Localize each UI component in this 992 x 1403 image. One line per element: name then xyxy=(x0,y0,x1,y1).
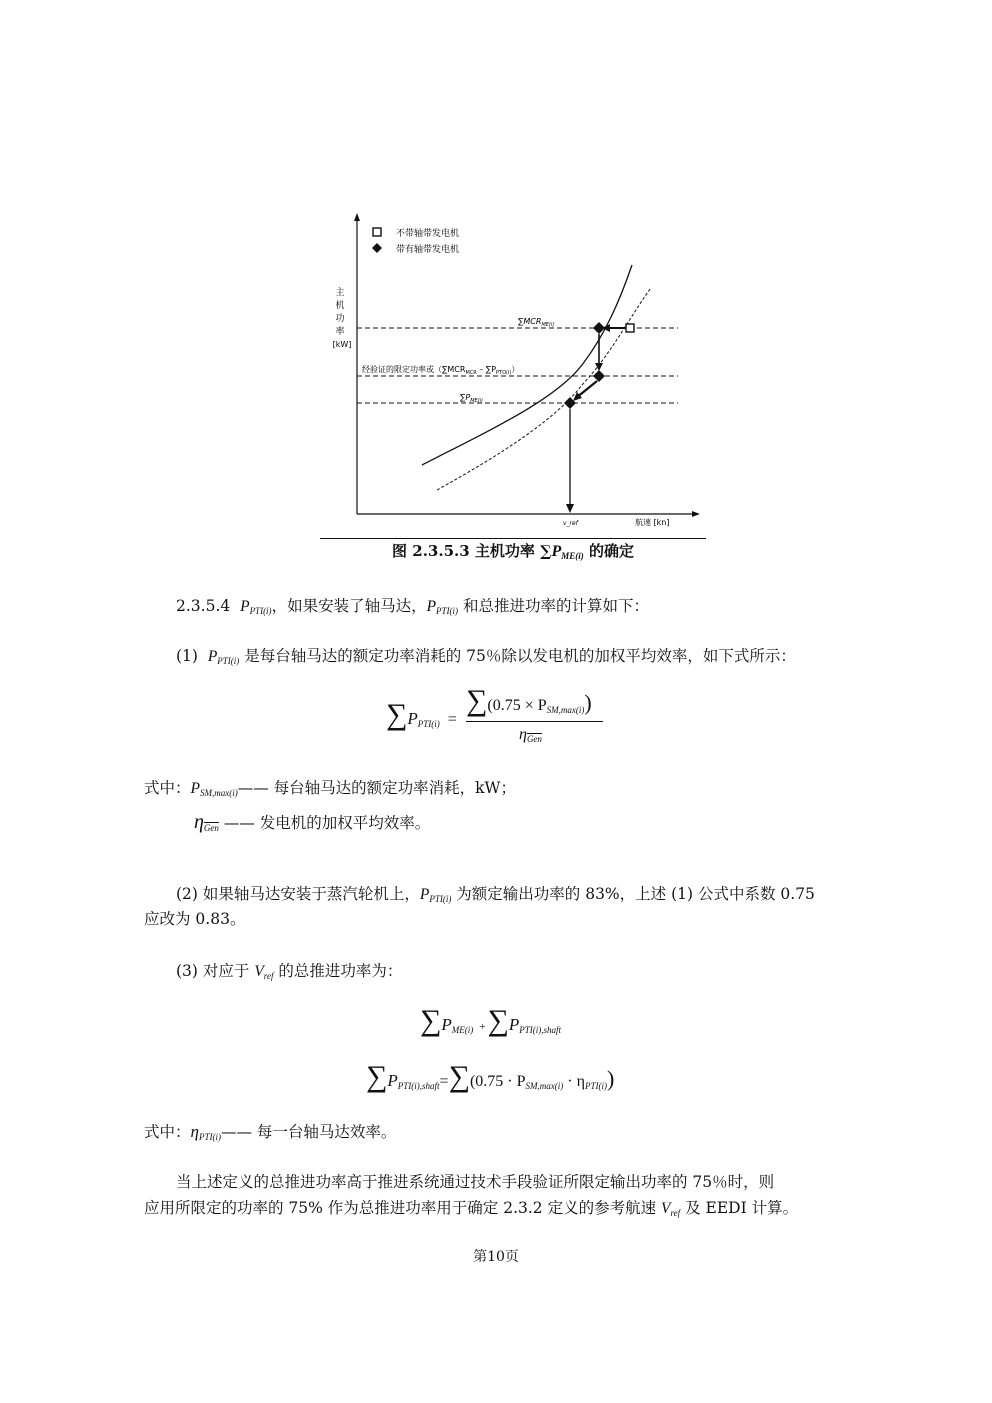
pme-label: $\sum P_{ME(i)}$ xyxy=(460,393,483,404)
formula-1-denominator: $\eta_{\overline{Gen}}$ xyxy=(519,726,542,744)
formula-1-fraction-bar xyxy=(466,721,603,722)
formula-1-lhs: $\sum P_{PTI(i)}$ = xyxy=(386,698,457,731)
x-tick-vref: v_ref xyxy=(563,520,578,527)
paragraph-2354: 2.3.5.4 $P_{PTI(i)}$，如果安装了轴马达，$P_{PTI(i)}$ 和总推进功率的计算如下： xyxy=(176,597,649,616)
legend-diamond-icon xyxy=(372,243,382,253)
definition-eta-gen: $\eta_{\overline{Gen}}$ —— 发电机的加权平均效率。 xyxy=(194,811,431,833)
x-axis-label: 航速 [kn] xyxy=(635,518,670,527)
closing-line-1: 当上述定义的总推进功率高于推进系统通过技术手段验证所限定输出功率的 75％时，则 xyxy=(176,1173,775,1191)
arrow-down-head xyxy=(595,363,603,371)
marker-diamond-2 xyxy=(593,370,605,382)
legend-square-icon xyxy=(373,228,381,236)
legend-square-label: 不带轴带发电机 xyxy=(396,229,460,239)
y-label-4: 率 xyxy=(335,327,345,337)
power-determination-figure xyxy=(320,205,710,540)
figure-caption: 图 2.3.5.3 主机功率 $\sum P_{ME(i)}$ 的确定 xyxy=(392,542,634,561)
definition-psm: 式中：$P_{SM,max(i)}——$ 每台轴马达的额定功率消耗，kW； xyxy=(144,779,516,798)
curve-without-shaft-generator xyxy=(437,289,650,490)
item-2-line-2: 应改为 0.83。 xyxy=(144,910,246,928)
mcr-label: $\sum MCR_{ME(i)}$ xyxy=(518,317,555,328)
arrow-to-vref-head xyxy=(566,504,574,513)
y-label-3: 功 xyxy=(335,314,345,324)
formula-2: $\sum P_{ME(i)} +\sum P_{PTI(i),shaft}$ xyxy=(420,1004,562,1037)
limited-label: 经验证的限定功率或$(\sum MCR_{MCR} - \sum P_{PTO(i)})$ xyxy=(362,365,520,376)
y-label-1: 主 xyxy=(335,288,345,298)
marker-square xyxy=(626,324,634,332)
y-label-unit: [kW] xyxy=(332,340,352,349)
caption-rule xyxy=(320,538,706,539)
closing-line-2: 应用所限定的功率的 75% 作为总推进功率用于确定 2.3.2 定义的参考航速 $V_{ref}$ 及 EEDI 计算。 xyxy=(144,1199,799,1218)
legend-diamond-label: 带有轴带发电机 xyxy=(396,245,460,255)
x-axis-arrow xyxy=(692,511,700,517)
item-3: (3) 对应于 $V_{ref}$ 的总推进功率为： xyxy=(176,962,403,981)
y-label-2: 机 xyxy=(335,301,345,311)
item-1: (1) $P_{PTI(i)}$ 是每台轴马达的额定功率消耗的 75％除以发电机的加权平均效率，如下式所示： xyxy=(176,647,796,666)
item-2-line-1: (2) 如果轴马达安装于蒸汽轮机上，$P_{PTI(i)}$ 为额定输出功率的 83%，上述 (1) 公式中系数 0.75 xyxy=(176,885,815,904)
definition-eta-pti: 式中：$\eta_{PTI(i)}——$ 每一台轴马达效率。 xyxy=(144,1122,397,1142)
page-number: 第10页 xyxy=(473,1249,519,1265)
y-axis-arrow xyxy=(354,213,360,221)
formula-1-numerator: $\sum(0.75 \times P_{SM,max(i)})$ xyxy=(466,684,592,717)
formula-3: $\sum P_{PTI(i),shaft}=\sum(0.75 \cdot P_{SM,max(i)} \cdot \eta_{PTI(i)})$ xyxy=(366,1060,615,1093)
